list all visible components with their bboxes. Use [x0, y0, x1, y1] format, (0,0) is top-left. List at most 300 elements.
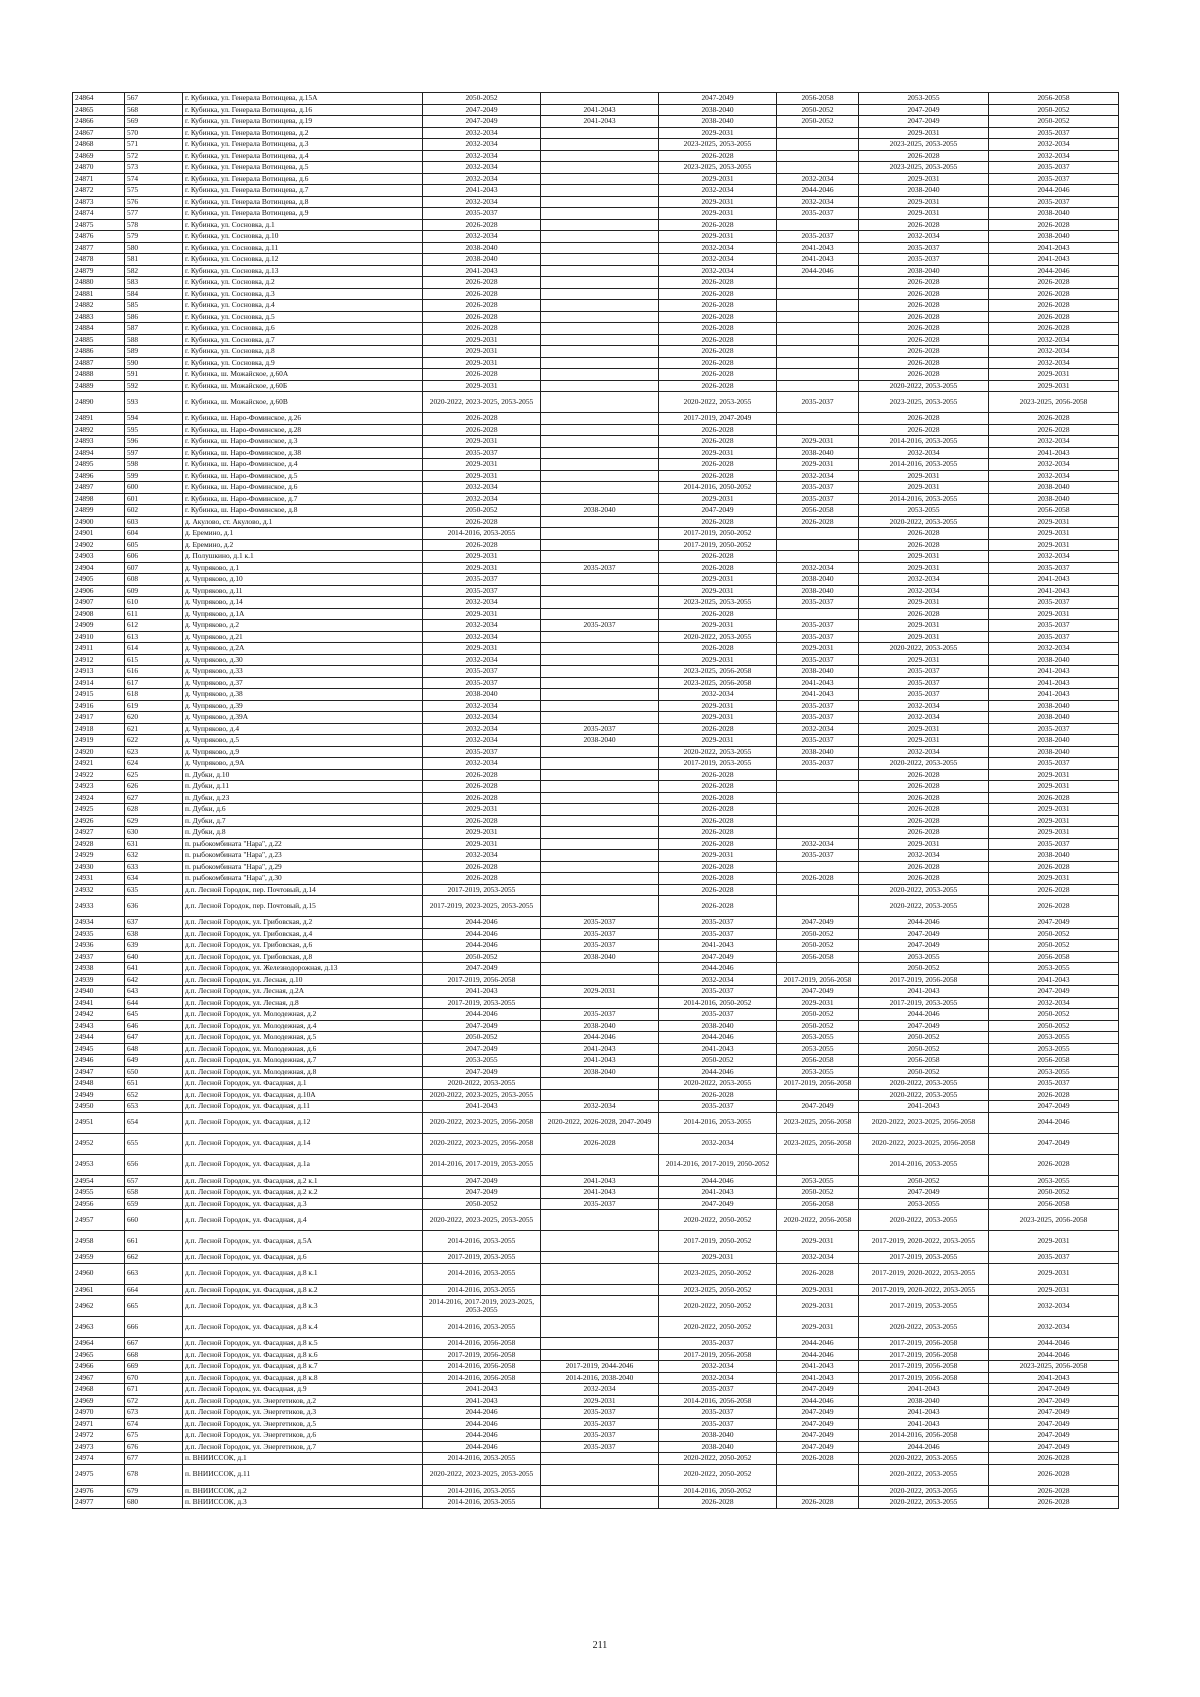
- period-2-cell: [541, 997, 659, 1009]
- period-5-cell: 2017-2019, 2056-2058: [859, 1361, 989, 1373]
- period-5-cell: 2017-2019, 2056-2058: [859, 1338, 989, 1350]
- period-6-cell: 2026-2028: [989, 323, 1119, 335]
- period-5-cell: 2026-2028: [859, 300, 989, 312]
- period-1-cell: 2038-2040: [423, 254, 541, 266]
- table-row: [73, 1032, 1119, 1044]
- period-1-cell: 2035-2037: [423, 208, 541, 220]
- period-3-cell: 2026-2028: [659, 150, 777, 162]
- item-number-cell: 620: [125, 712, 183, 724]
- period-3-cell: 2032-2034: [659, 185, 777, 197]
- period-3-cell: 2029-2031: [659, 620, 777, 632]
- period-3-cell: 2026-2028: [659, 424, 777, 436]
- period-5-cell: 2032-2034: [859, 447, 989, 459]
- period-6-cell: 2041-2043: [989, 242, 1119, 254]
- period-6-cell: 2032-2034: [989, 139, 1119, 151]
- period-3-cell: 2026-2028: [659, 459, 777, 471]
- table-row: [73, 1066, 1119, 1078]
- item-number-cell: 582: [125, 265, 183, 277]
- period-5-cell: 2026-2028: [859, 861, 989, 873]
- period-4-cell: 2035-2037: [777, 700, 859, 712]
- period-5-cell: 2017-2019, 2053-2055: [859, 997, 989, 1009]
- table-row: [73, 459, 1119, 471]
- period-6-cell: 2056-2058: [989, 1055, 1119, 1067]
- address-cell: п. Дубки, д.6: [183, 804, 423, 816]
- period-6-cell: 2029-2031: [989, 781, 1119, 793]
- period-1-cell: 2050-2052: [423, 93, 541, 105]
- period-5-cell: 2026-2028: [859, 792, 989, 804]
- period-2-cell: [541, 242, 659, 254]
- period-2-cell: [541, 208, 659, 220]
- period-3-cell: 2032-2034: [659, 1372, 777, 1384]
- period-3-cell: 2029-2031: [659, 654, 777, 666]
- period-6-cell: 2035-2037: [989, 1078, 1119, 1090]
- period-4-cell: 2038-2040: [777, 746, 859, 758]
- period-3-cell: 2026-2028: [659, 884, 777, 896]
- period-6-cell: 2029-2031: [989, 380, 1119, 392]
- period-2-cell: [541, 1284, 659, 1296]
- period-1-cell: 2047-2049: [423, 1175, 541, 1187]
- address-cell: д.п. Лесной Городок, ул. Молодежная, д.5: [183, 1032, 423, 1044]
- record-number-cell: 24904: [73, 562, 125, 574]
- period-5-cell: 2032-2034: [859, 850, 989, 862]
- period-3-cell: 2026-2028: [659, 219, 777, 231]
- period-5-cell: 2035-2037: [859, 677, 989, 689]
- period-6-cell: 2035-2037: [989, 1252, 1119, 1264]
- period-6-cell: 2032-2034: [989, 150, 1119, 162]
- record-number-cell: 24938: [73, 963, 125, 975]
- period-5-cell: 2026-2028: [859, 873, 989, 885]
- period-4-cell: 2023-2025, 2056-2058: [777, 1112, 859, 1133]
- item-number-cell: 678: [125, 1464, 183, 1485]
- period-4-cell: [777, 288, 859, 300]
- period-6-cell: 2026-2028: [989, 861, 1119, 873]
- period-5-cell: 2017-2019, 2020-2022, 2053-2055: [859, 1263, 989, 1284]
- period-6-cell: 2035-2037: [989, 196, 1119, 208]
- record-number-cell: 24874: [73, 208, 125, 220]
- item-number-cell: 675: [125, 1430, 183, 1442]
- period-1-cell: 2026-2028: [423, 323, 541, 335]
- table-row: [73, 277, 1119, 289]
- period-5-cell: 2020-2022, 2053-2055: [859, 516, 989, 528]
- period-3-cell: 2020-2022, 2050-2052: [659, 1453, 777, 1465]
- period-5-cell: 2020-2022, 2053-2055: [859, 896, 989, 917]
- period-2-cell: [541, 746, 659, 758]
- period-4-cell: [777, 963, 859, 975]
- table-row: [73, 369, 1119, 381]
- item-number-cell: 632: [125, 850, 183, 862]
- period-3-cell: 2017-2019, 2047-2049: [659, 413, 777, 425]
- period-1-cell: 2029-2031: [423, 643, 541, 655]
- item-number-cell: 576: [125, 196, 183, 208]
- period-3-cell: 2026-2028: [659, 873, 777, 885]
- period-4-cell: 2050-2052: [777, 1020, 859, 1032]
- period-5-cell: 2029-2031: [859, 654, 989, 666]
- period-6-cell: 2029-2031: [989, 1231, 1119, 1252]
- period-1-cell: 2020-2022, 2023-2025, 2056-2058: [423, 1133, 541, 1154]
- period-4-cell: 2053-2055: [777, 1066, 859, 1078]
- item-number-cell: 603: [125, 516, 183, 528]
- period-6-cell: 2023-2025, 2056-2058: [989, 1210, 1119, 1231]
- period-1-cell: 2014-2016, 2056-2058: [423, 1338, 541, 1350]
- record-number-cell: 24917: [73, 712, 125, 724]
- item-number-cell: 653: [125, 1101, 183, 1113]
- address-cell: г. Кубинка, ш. Наро-Фоминское, д.38: [183, 447, 423, 459]
- period-5-cell: 2020-2022, 2053-2055: [859, 1453, 989, 1465]
- period-6-cell: 2047-2049: [989, 1430, 1119, 1442]
- period-5-cell: 2026-2028: [859, 277, 989, 289]
- period-6-cell: 2038-2040: [989, 735, 1119, 747]
- period-1-cell: 2035-2037: [423, 746, 541, 758]
- address-cell: д. Чупряково, д.2: [183, 620, 423, 632]
- period-3-cell: 2026-2028: [659, 311, 777, 323]
- period-1-cell: 2041-2043: [423, 265, 541, 277]
- period-3-cell: 2035-2037: [659, 1101, 777, 1113]
- address-cell: г. Кубинка, ул. Сосновка, д.8: [183, 346, 423, 358]
- period-5-cell: 2029-2031: [859, 173, 989, 185]
- period-5-cell: 2029-2031: [859, 562, 989, 574]
- period-1-cell: 2047-2049: [423, 104, 541, 116]
- item-number-cell: 679: [125, 1485, 183, 1497]
- address-cell: г. Кубинка, ул. Генерала Вотинцева, д.3: [183, 139, 423, 151]
- period-3-cell: 2026-2028: [659, 815, 777, 827]
- table-row: [73, 1296, 1119, 1317]
- item-number-cell: 595: [125, 424, 183, 436]
- period-5-cell: 2026-2028: [859, 424, 989, 436]
- table-row: [73, 539, 1119, 551]
- period-1-cell: 2047-2049: [423, 1043, 541, 1055]
- record-number-cell: 24900: [73, 516, 125, 528]
- period-5-cell: 2026-2028: [859, 827, 989, 839]
- period-5-cell: 2041-2043: [859, 1101, 989, 1113]
- table-row: [73, 505, 1119, 517]
- period-6-cell: 2029-2031: [989, 769, 1119, 781]
- address-cell: д.п. Лесной Городок, ул. Фасадная, д.14: [183, 1133, 423, 1154]
- table-row: [73, 1349, 1119, 1361]
- table-row: [73, 1418, 1119, 1430]
- period-3-cell: 2029-2031: [659, 208, 777, 220]
- address-cell: д.п. Лесной Городок, ул. Молодежная, д.4: [183, 1020, 423, 1032]
- item-number-cell: 666: [125, 1317, 183, 1338]
- record-number-cell: 24961: [73, 1284, 125, 1296]
- table-row: [73, 974, 1119, 986]
- table-row: [73, 1453, 1119, 1465]
- period-5-cell: 2056-2058: [859, 1055, 989, 1067]
- period-5-cell: 2038-2040: [859, 185, 989, 197]
- record-number-cell: 24937: [73, 951, 125, 963]
- period-2-cell: [541, 815, 659, 827]
- record-number-cell: 24912: [73, 654, 125, 666]
- item-number-cell: 588: [125, 334, 183, 346]
- period-5-cell: 2017-2019, 2020-2022, 2053-2055: [859, 1231, 989, 1252]
- table-row: [73, 712, 1119, 724]
- period-3-cell: 2020-2022, 2053-2055: [659, 631, 777, 643]
- period-2-cell: [541, 173, 659, 185]
- period-6-cell: 2032-2034: [989, 643, 1119, 655]
- address-cell: д. Чупряково, д.1А: [183, 608, 423, 620]
- table-row: [73, 940, 1119, 952]
- period-3-cell: 2014-2016, 2050-2052: [659, 482, 777, 494]
- item-number-cell: 624: [125, 758, 183, 770]
- period-3-cell: 2026-2028: [659, 516, 777, 528]
- period-2-cell: [541, 1078, 659, 1090]
- table-row: [73, 620, 1119, 632]
- address-cell: д.п. Лесной Городок, ул. Лесная, д.2А: [183, 986, 423, 998]
- period-1-cell: 2014-2016, 2053-2055: [423, 1231, 541, 1252]
- period-2-cell: [541, 1485, 659, 1497]
- period-5-cell: 2023-2025, 2053-2055: [859, 139, 989, 151]
- period-5-cell: 2017-2019, 2056-2058: [859, 974, 989, 986]
- period-4-cell: [777, 219, 859, 231]
- register-table: [72, 92, 1119, 1509]
- period-5-cell: 2032-2034: [859, 585, 989, 597]
- period-3-cell: 2032-2034: [659, 1133, 777, 1154]
- period-5-cell: 2038-2040: [859, 1395, 989, 1407]
- period-2-cell: 2038-2040: [541, 1066, 659, 1078]
- period-3-cell: 2041-2043: [659, 1187, 777, 1199]
- table-row: [73, 1231, 1119, 1252]
- item-number-cell: 647: [125, 1032, 183, 1044]
- item-number-cell: 630: [125, 827, 183, 839]
- item-number-cell: 584: [125, 288, 183, 300]
- period-2-cell: [541, 574, 659, 586]
- record-number-cell: 24923: [73, 781, 125, 793]
- period-6-cell: 2041-2043: [989, 677, 1119, 689]
- period-2-cell: [541, 1497, 659, 1509]
- record-number-cell: 24925: [73, 804, 125, 816]
- period-5-cell: 2029-2031: [859, 735, 989, 747]
- period-1-cell: 2032-2034: [423, 139, 541, 151]
- table-row: [73, 300, 1119, 312]
- period-5-cell: 2050-2052: [859, 1175, 989, 1187]
- period-1-cell: 2047-2049: [423, 1020, 541, 1032]
- address-cell: п. рыбокомбината "Нара", д.23: [183, 850, 423, 862]
- table-row: [73, 1284, 1119, 1296]
- item-number-cell: 571: [125, 139, 183, 151]
- address-cell: д.п. Лесной Городок, ул. Энергетиков, д.3: [183, 1407, 423, 1419]
- period-3-cell: 2029-2031: [659, 1252, 777, 1264]
- period-4-cell: 2044-2046: [777, 1395, 859, 1407]
- period-5-cell: 2020-2022, 2053-2055: [859, 1317, 989, 1338]
- item-number-cell: 575: [125, 185, 183, 197]
- period-6-cell: 2032-2034: [989, 334, 1119, 346]
- period-1-cell: 2014-2016, 2056-2058: [423, 1361, 541, 1373]
- period-3-cell: 2026-2028: [659, 1497, 777, 1509]
- period-2-cell: [541, 277, 659, 289]
- record-number-cell: 24890: [73, 392, 125, 413]
- address-cell: д. Чупряково, д.37: [183, 677, 423, 689]
- period-5-cell: 2050-2052: [859, 1043, 989, 1055]
- period-3-cell: 2044-2046: [659, 1032, 777, 1044]
- period-6-cell: 2050-2052: [989, 104, 1119, 116]
- address-cell: г. Кубинка, ул. Генерала Вотинцева, д.7: [183, 185, 423, 197]
- period-2-cell: [541, 1252, 659, 1264]
- item-number-cell: 569: [125, 116, 183, 128]
- item-number-cell: 591: [125, 369, 183, 381]
- period-6-cell: 2029-2031: [989, 1284, 1119, 1296]
- address-cell: г. Кубинка, ш. Можайское, д.60А: [183, 369, 423, 381]
- record-number-cell: 24915: [73, 689, 125, 701]
- period-3-cell: 2026-2028: [659, 300, 777, 312]
- period-1-cell: 2032-2034: [423, 597, 541, 609]
- period-1-cell: 2029-2031: [423, 334, 541, 346]
- period-2-cell: 2038-2040: [541, 1020, 659, 1032]
- period-5-cell: 2053-2055: [859, 951, 989, 963]
- record-number-cell: 24913: [73, 666, 125, 678]
- period-1-cell: 2029-2031: [423, 346, 541, 358]
- period-3-cell: 2029-2031: [659, 493, 777, 505]
- record-number-cell: 24939: [73, 974, 125, 986]
- period-1-cell: 2032-2034: [423, 654, 541, 666]
- record-number-cell: 24884: [73, 323, 125, 335]
- address-cell: д.п. Лесной Городок, ул. Грибовская, д.8: [183, 951, 423, 963]
- period-4-cell: 2035-2037: [777, 631, 859, 643]
- period-5-cell: 2050-2052: [859, 1032, 989, 1044]
- table-row: [73, 1464, 1119, 1485]
- item-number-cell: 586: [125, 311, 183, 323]
- record-number-cell: 24878: [73, 254, 125, 266]
- table-row: [73, 585, 1119, 597]
- item-number-cell: 639: [125, 940, 183, 952]
- period-2-cell: [541, 346, 659, 358]
- period-4-cell: [777, 311, 859, 323]
- period-6-cell: 2026-2028: [989, 413, 1119, 425]
- table-row: [73, 1009, 1119, 1021]
- period-2-cell: [541, 219, 659, 231]
- table-row: [73, 815, 1119, 827]
- period-3-cell: 2026-2028: [659, 827, 777, 839]
- period-4-cell: 2020-2022, 2056-2058: [777, 1210, 859, 1231]
- period-1-cell: 2014-2016, 2053-2055: [423, 1284, 541, 1296]
- address-cell: г. Кубинка, ш. Можайское, д.60В: [183, 392, 423, 413]
- period-2-cell: [541, 850, 659, 862]
- table-row: [73, 493, 1119, 505]
- period-4-cell: [777, 815, 859, 827]
- address-cell: г. Кубинка, ш. Наро-Фоминское, д.8: [183, 505, 423, 517]
- record-number-cell: 24867: [73, 127, 125, 139]
- period-5-cell: 2014-2016, 2056-2058: [859, 1430, 989, 1442]
- period-6-cell: 2032-2034: [989, 357, 1119, 369]
- period-2-cell: [541, 677, 659, 689]
- period-2-cell: [541, 334, 659, 346]
- period-4-cell: [777, 528, 859, 540]
- period-2-cell: [541, 1263, 659, 1284]
- table-row: [73, 323, 1119, 335]
- period-6-cell: 2038-2040: [989, 482, 1119, 494]
- period-4-cell: [777, 539, 859, 551]
- address-cell: д.п. Лесной Городок, ул. Фасадная, д.2 к.1: [183, 1175, 423, 1187]
- table-row: [73, 288, 1119, 300]
- item-number-cell: 645: [125, 1009, 183, 1021]
- period-6-cell: 2032-2034: [989, 997, 1119, 1009]
- period-6-cell: 2035-2037: [989, 127, 1119, 139]
- period-1-cell: 2047-2049: [423, 1187, 541, 1199]
- period-5-cell: 2053-2055: [859, 505, 989, 517]
- address-cell: д. Чупряково, д.4: [183, 723, 423, 735]
- period-1-cell: 2032-2034: [423, 127, 541, 139]
- table-row: [73, 436, 1119, 448]
- period-5-cell: 2053-2055: [859, 1198, 989, 1210]
- record-number-cell: 24870: [73, 162, 125, 174]
- period-1-cell: 2026-2028: [423, 424, 541, 436]
- item-number-cell: 596: [125, 436, 183, 448]
- period-6-cell: 2050-2052: [989, 940, 1119, 952]
- table-row: [73, 574, 1119, 586]
- period-2-cell: 2044-2046: [541, 1032, 659, 1044]
- table-row: [73, 804, 1119, 816]
- period-6-cell: 2023-2025, 2056-2058: [989, 392, 1119, 413]
- register-table-body: [73, 93, 1119, 1509]
- period-3-cell: 2026-2028: [659, 838, 777, 850]
- period-3-cell: 2041-2043: [659, 1043, 777, 1055]
- record-number-cell: 24975: [73, 1464, 125, 1485]
- period-3-cell: 2026-2028: [659, 277, 777, 289]
- period-2-cell: 2035-2037: [541, 620, 659, 632]
- address-cell: г. Кубинка, ул. Сосновка, д.4: [183, 300, 423, 312]
- record-number-cell: 24868: [73, 139, 125, 151]
- record-number-cell: 24957: [73, 1210, 125, 1231]
- table-row: [73, 1384, 1119, 1396]
- period-2-cell: [541, 254, 659, 266]
- record-number-cell: 24953: [73, 1154, 125, 1175]
- period-1-cell: 2044-2046: [423, 1407, 541, 1419]
- address-cell: д.п. Лесной Городок, ул. Лесная, д.8: [183, 997, 423, 1009]
- period-1-cell: 2014-2016, 2017-2019, 2053-2055: [423, 1154, 541, 1175]
- period-3-cell: 2026-2028: [659, 643, 777, 655]
- period-1-cell: 2029-2031: [423, 838, 541, 850]
- period-1-cell: 2020-2022, 2023-2025, 2053-2055: [423, 1210, 541, 1231]
- period-3-cell: 2023-2025, 2056-2058: [659, 666, 777, 678]
- period-6-cell: 2041-2043: [989, 666, 1119, 678]
- period-1-cell: 2020-2022, 2023-2025, 2053-2055: [423, 1464, 541, 1485]
- period-5-cell: 2050-2052: [859, 1066, 989, 1078]
- period-4-cell: 2035-2037: [777, 493, 859, 505]
- period-4-cell: 2026-2028: [777, 1497, 859, 1509]
- item-number-cell: 608: [125, 574, 183, 586]
- period-3-cell: 2017-2019, 2053-2055: [659, 758, 777, 770]
- period-4-cell: 2050-2052: [777, 104, 859, 116]
- address-cell: д.п. Лесной Городок, ул. Молодежная, д.8: [183, 1066, 423, 1078]
- address-cell: д. Полушкино, д.1 к.1: [183, 551, 423, 563]
- period-2-cell: [541, 539, 659, 551]
- table-row: [73, 735, 1119, 747]
- item-number-cell: 658: [125, 1187, 183, 1199]
- period-6-cell: 2041-2043: [989, 974, 1119, 986]
- record-number-cell: 24920: [73, 746, 125, 758]
- table-row: [73, 1485, 1119, 1497]
- period-2-cell: [541, 162, 659, 174]
- period-6-cell: 2041-2043: [989, 447, 1119, 459]
- period-1-cell: 2032-2034: [423, 620, 541, 632]
- table-row: [73, 884, 1119, 896]
- record-number-cell: 24967: [73, 1372, 125, 1384]
- period-3-cell: 2047-2049: [659, 951, 777, 963]
- item-number-cell: 573: [125, 162, 183, 174]
- period-6-cell: 2026-2028: [989, 792, 1119, 804]
- period-6-cell: 2026-2028: [989, 1089, 1119, 1101]
- period-2-cell: 2017-2019, 2044-2046: [541, 1361, 659, 1373]
- period-4-cell: [777, 792, 859, 804]
- period-3-cell: 2026-2028: [659, 436, 777, 448]
- table-row: [73, 896, 1119, 917]
- period-5-cell: 2026-2028: [859, 781, 989, 793]
- period-3-cell: 2032-2034: [659, 254, 777, 266]
- period-4-cell: [777, 413, 859, 425]
- period-3-cell: 2020-2022, 2053-2055: [659, 1078, 777, 1090]
- period-5-cell: 2029-2031: [859, 208, 989, 220]
- period-5-cell: 2032-2034: [859, 231, 989, 243]
- record-number-cell: 24872: [73, 185, 125, 197]
- record-number-cell: 24962: [73, 1296, 125, 1317]
